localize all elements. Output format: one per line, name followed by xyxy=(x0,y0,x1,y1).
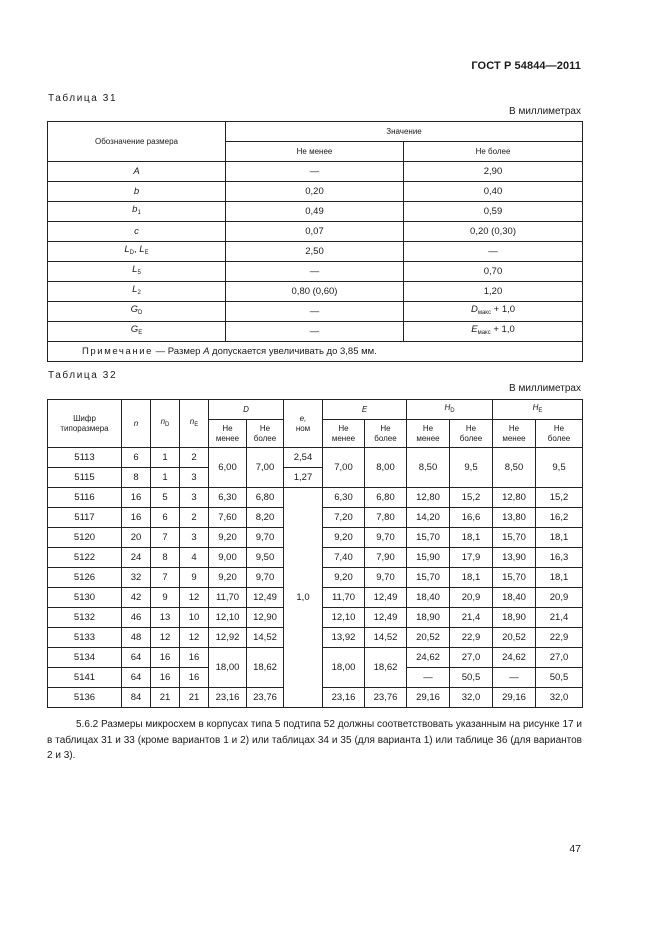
nd-cell: 12 xyxy=(151,628,180,648)
he-min-cell: — xyxy=(493,668,536,688)
max-cell: 1,20 xyxy=(404,282,583,302)
hd-max-cell: 18,1 xyxy=(450,568,493,588)
he-max-cell: 16,2 xyxy=(536,508,583,528)
hd-min-cell: 18,90 xyxy=(407,608,450,628)
n-cell: 64 xyxy=(122,648,151,668)
h-max xyxy=(450,420,493,448)
designation-cell xyxy=(48,262,226,282)
table32 xyxy=(47,399,583,708)
code-cell: 5122 xyxy=(48,548,122,568)
h-min xyxy=(493,420,536,448)
e-max-cell: 8,00 xyxy=(365,448,407,488)
table31-row xyxy=(48,242,583,262)
h-max-1: Не xyxy=(465,423,477,433)
n-cell: 42 xyxy=(122,588,151,608)
d-min-cell: 6,00 xyxy=(209,448,247,488)
table31-unit: В миллиметрах xyxy=(509,106,581,117)
d-min-cell: 6,30 xyxy=(209,488,247,508)
he-max-cell: 27,0 xyxy=(536,648,583,668)
e-max-cell: 7,80 xyxy=(365,508,407,528)
hd-max-cell: 21,4 xyxy=(450,608,493,628)
designation-cell xyxy=(48,302,226,322)
he-min-cell: 18,40 xyxy=(493,588,536,608)
e-min-cell: 23,16 xyxy=(323,688,365,708)
h-min-1: Не xyxy=(222,423,233,433)
max-cell: 0,20 (0,30) xyxy=(404,222,583,242)
separator: , xyxy=(134,244,140,255)
d-min-cell: 18,00 xyxy=(209,648,247,688)
d-max-cell: 12,49 xyxy=(247,588,284,608)
ne-cell: 12 xyxy=(180,588,209,608)
max-cell: — xyxy=(404,242,583,262)
hd-max-cell: 9,5 xyxy=(450,448,493,488)
h-max-1: Не xyxy=(259,423,271,433)
ne-cell: 2 xyxy=(180,508,209,528)
max-tail: + 1,0 xyxy=(490,324,515,335)
designation-cell xyxy=(48,242,226,262)
designation-cell xyxy=(48,202,226,222)
hd-max-cell: 20,9 xyxy=(450,588,493,608)
min-cell: 0,20 xyxy=(226,182,404,202)
e-max-cell: 18,62 xyxy=(365,648,407,688)
symbol: L xyxy=(132,284,138,295)
he-min-cell: 18,90 xyxy=(493,608,536,628)
nd-cell: 8 xyxy=(151,548,180,568)
code-cell: 5134 xyxy=(48,648,122,668)
d-max-cell: 9,70 xyxy=(247,528,284,548)
code-cell: 5132 xyxy=(48,608,122,628)
symbol: E xyxy=(471,324,478,335)
min-cell: 2,50 xyxy=(226,242,404,262)
min-cell: — xyxy=(226,262,404,282)
page-number: 47 xyxy=(569,843,581,855)
n-cell: 48 xyxy=(122,628,151,648)
ne-cell: 4 xyxy=(180,548,209,568)
nd-cell: 9 xyxy=(151,588,180,608)
h-min-1: Не xyxy=(338,423,349,433)
min-cell: — xyxy=(226,322,404,342)
he-min-cell: 8,50 xyxy=(493,448,536,488)
hd-max-cell: 17,9 xyxy=(450,548,493,568)
ne-cell: 16 xyxy=(180,648,209,668)
hd-max-cell: 27,0 xyxy=(450,648,493,668)
nd-cell: 1 xyxy=(151,468,180,488)
table31-header-value: Значение xyxy=(226,122,583,142)
h-HE: $H_E$ xyxy=(493,400,583,420)
d-max-cell: 8,20 xyxy=(247,508,284,528)
table32-unit: В миллиметрах xyxy=(509,383,581,394)
symbol: b xyxy=(132,204,138,215)
table31-caption: Таблица 31 xyxy=(48,93,118,104)
table31-header-max: Не более xyxy=(404,142,583,162)
designation-cell xyxy=(48,182,226,202)
he-min-cell: 24,62 xyxy=(493,648,536,668)
n-cell: 8 xyxy=(122,468,151,488)
ne-cell: 9 xyxy=(180,568,209,588)
ne-cell: 2 xyxy=(180,448,209,468)
code-cell: 5133 xyxy=(48,628,122,648)
symbol: L xyxy=(139,244,145,255)
symbol-subscript: 5 xyxy=(137,270,141,276)
designation-cell xyxy=(48,162,226,182)
code-cell: 5115 xyxy=(48,468,122,488)
he-max-cell: 21,4 xyxy=(536,608,583,628)
h-max-1: Не xyxy=(380,423,391,433)
he-min-cell: 29,16 xyxy=(493,688,536,708)
table31-header-designation: Обозначение размера xyxy=(48,122,226,162)
symbol: b xyxy=(133,186,140,197)
ne-cell: 12 xyxy=(180,628,209,648)
e-min-cell: 12,10 xyxy=(323,608,365,628)
d-max-cell: 23,76 xyxy=(247,688,284,708)
max-tail: + 1,0 xyxy=(491,304,516,315)
d-max-cell: 6,80 xyxy=(247,488,284,508)
min-cell: 0,07 xyxy=(226,222,404,242)
symbol: L xyxy=(124,244,130,255)
ne-cell: 10 xyxy=(180,608,209,628)
d-min-cell: 12,92 xyxy=(209,628,247,648)
nd-cell: 5 xyxy=(151,488,180,508)
h-E: E xyxy=(323,400,407,420)
symbol-subscript: 1 xyxy=(137,210,141,216)
e-max-cell: 9,70 xyxy=(365,568,407,588)
e-max-cell: 23,76 xyxy=(365,688,407,708)
paragraph-5-6-2: 5.6.2 Размеры микросхем в корпусах типа 5 подтипа 52 должны соответствовать указанным на рисунке 17 и в таблицах 31 и 33 (кроме вариантов 1 и 2) или таблицах 34 и 35 (для варианта 1) или таблице 36 (для вариантов 2 и 3). xyxy=(47,719,582,761)
h-min-1: Не xyxy=(508,423,520,433)
hd-min-cell: 15,70 xyxy=(407,568,450,588)
he-max-cell: 20,9 xyxy=(536,588,583,608)
d-min-cell: 12,10 xyxy=(209,608,247,628)
d-max-cell: 14,52 xyxy=(247,628,284,648)
min-cell: — xyxy=(226,162,404,182)
n-cell: 32 xyxy=(122,568,151,588)
min-cell: 0,80 (0,60) xyxy=(226,282,404,302)
designation-cell xyxy=(48,222,226,242)
note-text: — Размер xyxy=(153,346,204,357)
table31-body xyxy=(48,162,583,342)
d-max-cell: 12,90 xyxy=(247,608,284,628)
he-max-cell: 16,3 xyxy=(536,548,583,568)
h-D: D xyxy=(209,400,284,420)
e-min-cell: 7,00 xyxy=(323,448,365,488)
e-min-cell: 13,92 xyxy=(323,628,365,648)
table31-row xyxy=(48,222,583,242)
h-min-1: Не xyxy=(422,423,434,433)
hd-min-cell: 15,70 xyxy=(407,528,450,548)
d-max-cell: 18,62 xyxy=(247,648,284,688)
d-min-cell: 9,20 xyxy=(209,528,247,548)
hd-min-cell: 24,62 xyxy=(407,648,450,668)
e-min-cell: 9,20 xyxy=(323,568,365,588)
note-symbol: A xyxy=(203,346,210,357)
d-min-cell: 9,20 xyxy=(209,568,247,588)
h-min-2: менее xyxy=(331,433,356,443)
max-cell: 0,70 xyxy=(404,262,583,282)
max-cell: 0,40 xyxy=(404,182,583,202)
n-cell: 16 xyxy=(122,508,151,528)
ne-cell: 16 xyxy=(180,668,209,688)
note-label: Примечание xyxy=(82,346,153,357)
table32-row xyxy=(48,448,583,468)
n-cell: 24 xyxy=(122,548,151,568)
symbol: L xyxy=(132,264,138,275)
h-min xyxy=(209,420,247,448)
symbol-subscript: макс xyxy=(477,330,491,336)
pitch-cell: 2,54 xyxy=(284,448,323,468)
hd-min-cell: 8,50 xyxy=(407,448,450,488)
he-min-cell: 12,80 xyxy=(493,488,536,508)
code-cell: 5130 xyxy=(48,588,122,608)
h-min-2: менее xyxy=(502,433,526,443)
max-cell: 0,59 xyxy=(404,202,583,222)
hd-max-cell: 50,5 xyxy=(450,668,493,688)
code-cell: 5113 xyxy=(48,448,122,468)
table31 xyxy=(47,121,583,362)
h-nD: $n_D$ xyxy=(151,400,180,448)
e-max-cell: 9,70 xyxy=(365,528,407,548)
d-min-cell: 9,00 xyxy=(209,548,247,568)
he-min-cell: 13,80 xyxy=(493,508,536,528)
d-min-cell: 7,60 xyxy=(209,508,247,528)
hd-min-cell: — xyxy=(407,668,450,688)
nd-cell: 16 xyxy=(151,648,180,668)
symbol: A xyxy=(133,166,140,177)
e-min-cell: 11,70 xyxy=(323,588,365,608)
h-max-2: более xyxy=(547,433,571,443)
hd-min-cell: 14,20 xyxy=(407,508,450,528)
hd-max-cell: 15,2 xyxy=(450,488,493,508)
hd-max-cell: 16,6 xyxy=(450,508,493,528)
table31-row xyxy=(48,182,583,202)
symbol-subscript: D xyxy=(129,250,135,256)
code-cell: 5136 xyxy=(48,688,122,708)
e-min-cell: 7,20 xyxy=(323,508,365,528)
e-max-cell: 12,49 xyxy=(365,608,407,628)
nd-cell: 1 xyxy=(151,448,180,468)
code-cell: 5126 xyxy=(48,568,122,588)
code-cell: 5116 xyxy=(48,488,122,508)
symbol-subscript: 2 xyxy=(137,290,141,296)
table31-row xyxy=(48,162,583,182)
he-min-cell: 15,70 xyxy=(493,568,536,588)
he-max-cell: 15,2 xyxy=(536,488,583,508)
hd-min-cell: 15,90 xyxy=(407,548,450,568)
hd-max-cell: 32,0 xyxy=(450,688,493,708)
d-min-cell: 11,70 xyxy=(209,588,247,608)
d-min-cell: 23,16 xyxy=(209,688,247,708)
ne-cell: 3 xyxy=(180,528,209,548)
nd-cell: 6 xyxy=(151,508,180,528)
symbol-subscript: D xyxy=(138,310,143,316)
e-max-cell: 12,49 xyxy=(365,588,407,608)
table31-row xyxy=(48,322,583,342)
hd-max-cell: 18,1 xyxy=(450,528,493,548)
h-max-2: более xyxy=(374,433,397,443)
he-max-cell: 22,9 xyxy=(536,628,583,648)
d-max-cell: 9,70 xyxy=(247,568,284,588)
n-cell: 16 xyxy=(122,488,151,508)
nd-cell: 21 xyxy=(151,688,180,708)
n-cell: 6 xyxy=(122,448,151,468)
h-max xyxy=(247,420,284,448)
hd-min-cell: 18,40 xyxy=(407,588,450,608)
table31-header-min: Не менее xyxy=(226,142,404,162)
e-max-cell: 7,90 xyxy=(365,548,407,568)
nd-cell: 13 xyxy=(151,608,180,628)
he-min-cell: 20,52 xyxy=(493,628,536,648)
nd-cell: 7 xyxy=(151,528,180,548)
code-cell: 5120 xyxy=(48,528,122,548)
d-max-cell: 7,00 xyxy=(247,448,284,488)
h-nE: $n_E$ xyxy=(180,400,209,448)
n-cell: 64 xyxy=(122,668,151,688)
h-n: n xyxy=(122,400,151,448)
table32-body xyxy=(48,448,583,708)
he-max-cell: 50,5 xyxy=(536,668,583,688)
symbol: c xyxy=(134,226,139,237)
h-max xyxy=(536,420,583,448)
he-max-cell: 18,1 xyxy=(536,528,583,548)
h-e: e, ном xyxy=(284,400,323,448)
hd-min-cell: 12,80 xyxy=(407,488,450,508)
he-max-cell: 9,5 xyxy=(536,448,583,488)
h-min xyxy=(407,420,450,448)
h-min xyxy=(323,420,365,448)
hd-min-cell: 29,16 xyxy=(407,688,450,708)
min-cell: — xyxy=(226,302,404,322)
d-max-cell: 9,50 xyxy=(247,548,284,568)
table32-caption: Таблица 32 xyxy=(48,370,118,381)
table31-row xyxy=(48,262,583,282)
min-cell: 0,49 xyxy=(226,202,404,222)
table31-note xyxy=(48,342,583,362)
ne-cell: 21 xyxy=(180,688,209,708)
designation-cell xyxy=(48,322,226,342)
symbol-subscript: макс xyxy=(477,310,491,316)
symbol-subscript: E xyxy=(138,330,143,336)
symbol: G xyxy=(130,304,139,315)
he-max-cell: 18,1 xyxy=(536,568,583,588)
h-min-2: менее xyxy=(215,433,240,443)
ne-cell: 3 xyxy=(180,468,209,488)
e-min-cell: 18,00 xyxy=(323,648,365,688)
e-max-cell: 14,52 xyxy=(365,628,407,648)
pitch-cell: 1,27 xyxy=(284,468,323,488)
table31-row xyxy=(48,302,583,322)
h-max-2: более xyxy=(459,433,483,443)
h-code: Шифр типоразмера xyxy=(48,400,122,448)
table31-row xyxy=(48,202,583,222)
h-max-1: Не xyxy=(553,423,565,433)
symbol: G xyxy=(130,324,139,335)
h-max-2: более xyxy=(253,433,277,443)
table32-row xyxy=(48,488,583,508)
e-max-cell: 6,80 xyxy=(365,488,407,508)
he-min-cell: 13,90 xyxy=(493,548,536,568)
he-max-cell: 32,0 xyxy=(536,688,583,708)
he-min-cell: 15,70 xyxy=(493,528,536,548)
symbol-subscript: E xyxy=(144,250,149,256)
hd-min-cell: 20,52 xyxy=(407,628,450,648)
ne-cell: 3 xyxy=(180,488,209,508)
e-min-cell: 6,30 xyxy=(323,488,365,508)
max-cell: 2,90 xyxy=(404,162,583,182)
n-cell: 20 xyxy=(122,528,151,548)
e-min-cell: 7,40 xyxy=(323,548,365,568)
h-min-2: менее xyxy=(416,433,440,443)
e-min-cell: 9,20 xyxy=(323,528,365,548)
n-cell: 46 xyxy=(122,608,151,628)
designation-cell xyxy=(48,282,226,302)
hd-max-cell: 22,9 xyxy=(450,628,493,648)
table31-row xyxy=(48,282,583,302)
h-max xyxy=(365,420,407,448)
pitch-cell: 1,0 xyxy=(284,488,323,708)
nd-cell: 7 xyxy=(151,568,180,588)
code-cell: 5117 xyxy=(48,508,122,528)
nd-cell: 16 xyxy=(151,668,180,688)
code-cell: 5141 xyxy=(48,668,122,688)
note-tail: допускается увеличивать до 3,85 мм. xyxy=(209,346,377,357)
max-cell xyxy=(404,302,583,322)
document-code: ГОСТ Р 54844—2011 xyxy=(471,60,581,72)
n-cell: 84 xyxy=(122,688,151,708)
h-HD: $H_D$ xyxy=(407,400,493,420)
symbol: D xyxy=(470,304,478,315)
max-cell xyxy=(404,322,583,342)
